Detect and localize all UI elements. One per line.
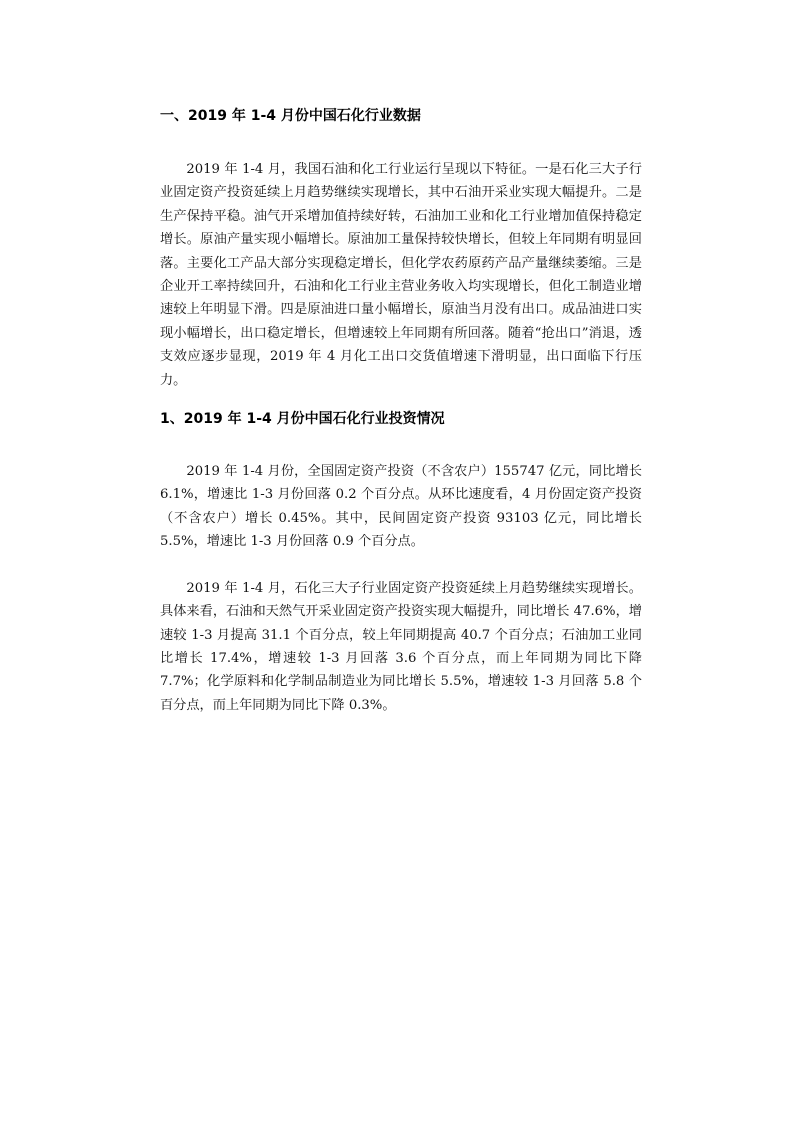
- national-investment-paragraph: 2019 年 1-4 月份，全国固定资产投资（不含农户）155747 亿元，同比增长 6.1%，增速比 1-3 月份回落 0.2 个百分点。从环比速度看，4 月份固定资产投资（不含农户）增长 0.45%。其中，民间固定资产投资 93103 亿元，同比增长 5.5%，增速比 1-3 月份回落 0.9 个百分点。: [160, 464, 642, 550]
- overview-paragraph: 2019 年 1-4 月，我国石油和化工行业运行呈现以下特征。一是石化三大子行业固定资产投资延续上月趋势继续实现增长，其中石油开采业实现大幅提升。二是生产保持平稳。油气开采增加值持续好转，石油加工业和化工行业增加值保持稳定增长。原油产量实现小幅增长。原油加工量保持较快增长，但较上年同期有明显回落。主要化工产品大部分实现稳定增长，但化学农药原药产品产量继续萎缩。三是企业开工率持续回升，石油和化工行业主营业务收入均实现增长，但化工制造业增速较上年明显下滑。四是原油进口量小幅增长，原油当月没有出口。成品油进口实现小幅增长，出口稳定增长，但增速较上年同期有所回落。随着“抢出口”消退，透支效应逐步显现，2019 年 4 月化工出口交货值增速下滑明显，出口面临下行压力。: [160, 162, 642, 388]
- main-heading: 一、2019 年 1-4 月份中国石化行业数据: [160, 108, 421, 124]
- investment-section-heading: 1、2019 年 1-4 月份中国石化行业投资情况: [160, 411, 445, 428]
- petrochemical-investment-paragraph: 2019 年 1-4 月，石化三大子行业固定资产投资延续上月趋势继续实现增长。具体来看，石油和天然气开采业固定资产投资实现大幅提升，同比增长 47.6%，增速较 1-3 月提高 31.1 个百分点，较上年同期提高 40.7 个百分点；石油加工业同比增长 17.4%，增速较 1-3 月回落 3.6 个百分点，而上年同期为同比下降 7.7%；化学原料和化学制品制造业为同比增长 5.5%，增速较 1-3 月回落 5.8 个百分点，而上年同期为同比下降 0.3%。: [160, 580, 642, 713]
- document-body: [160, 106, 642, 717]
